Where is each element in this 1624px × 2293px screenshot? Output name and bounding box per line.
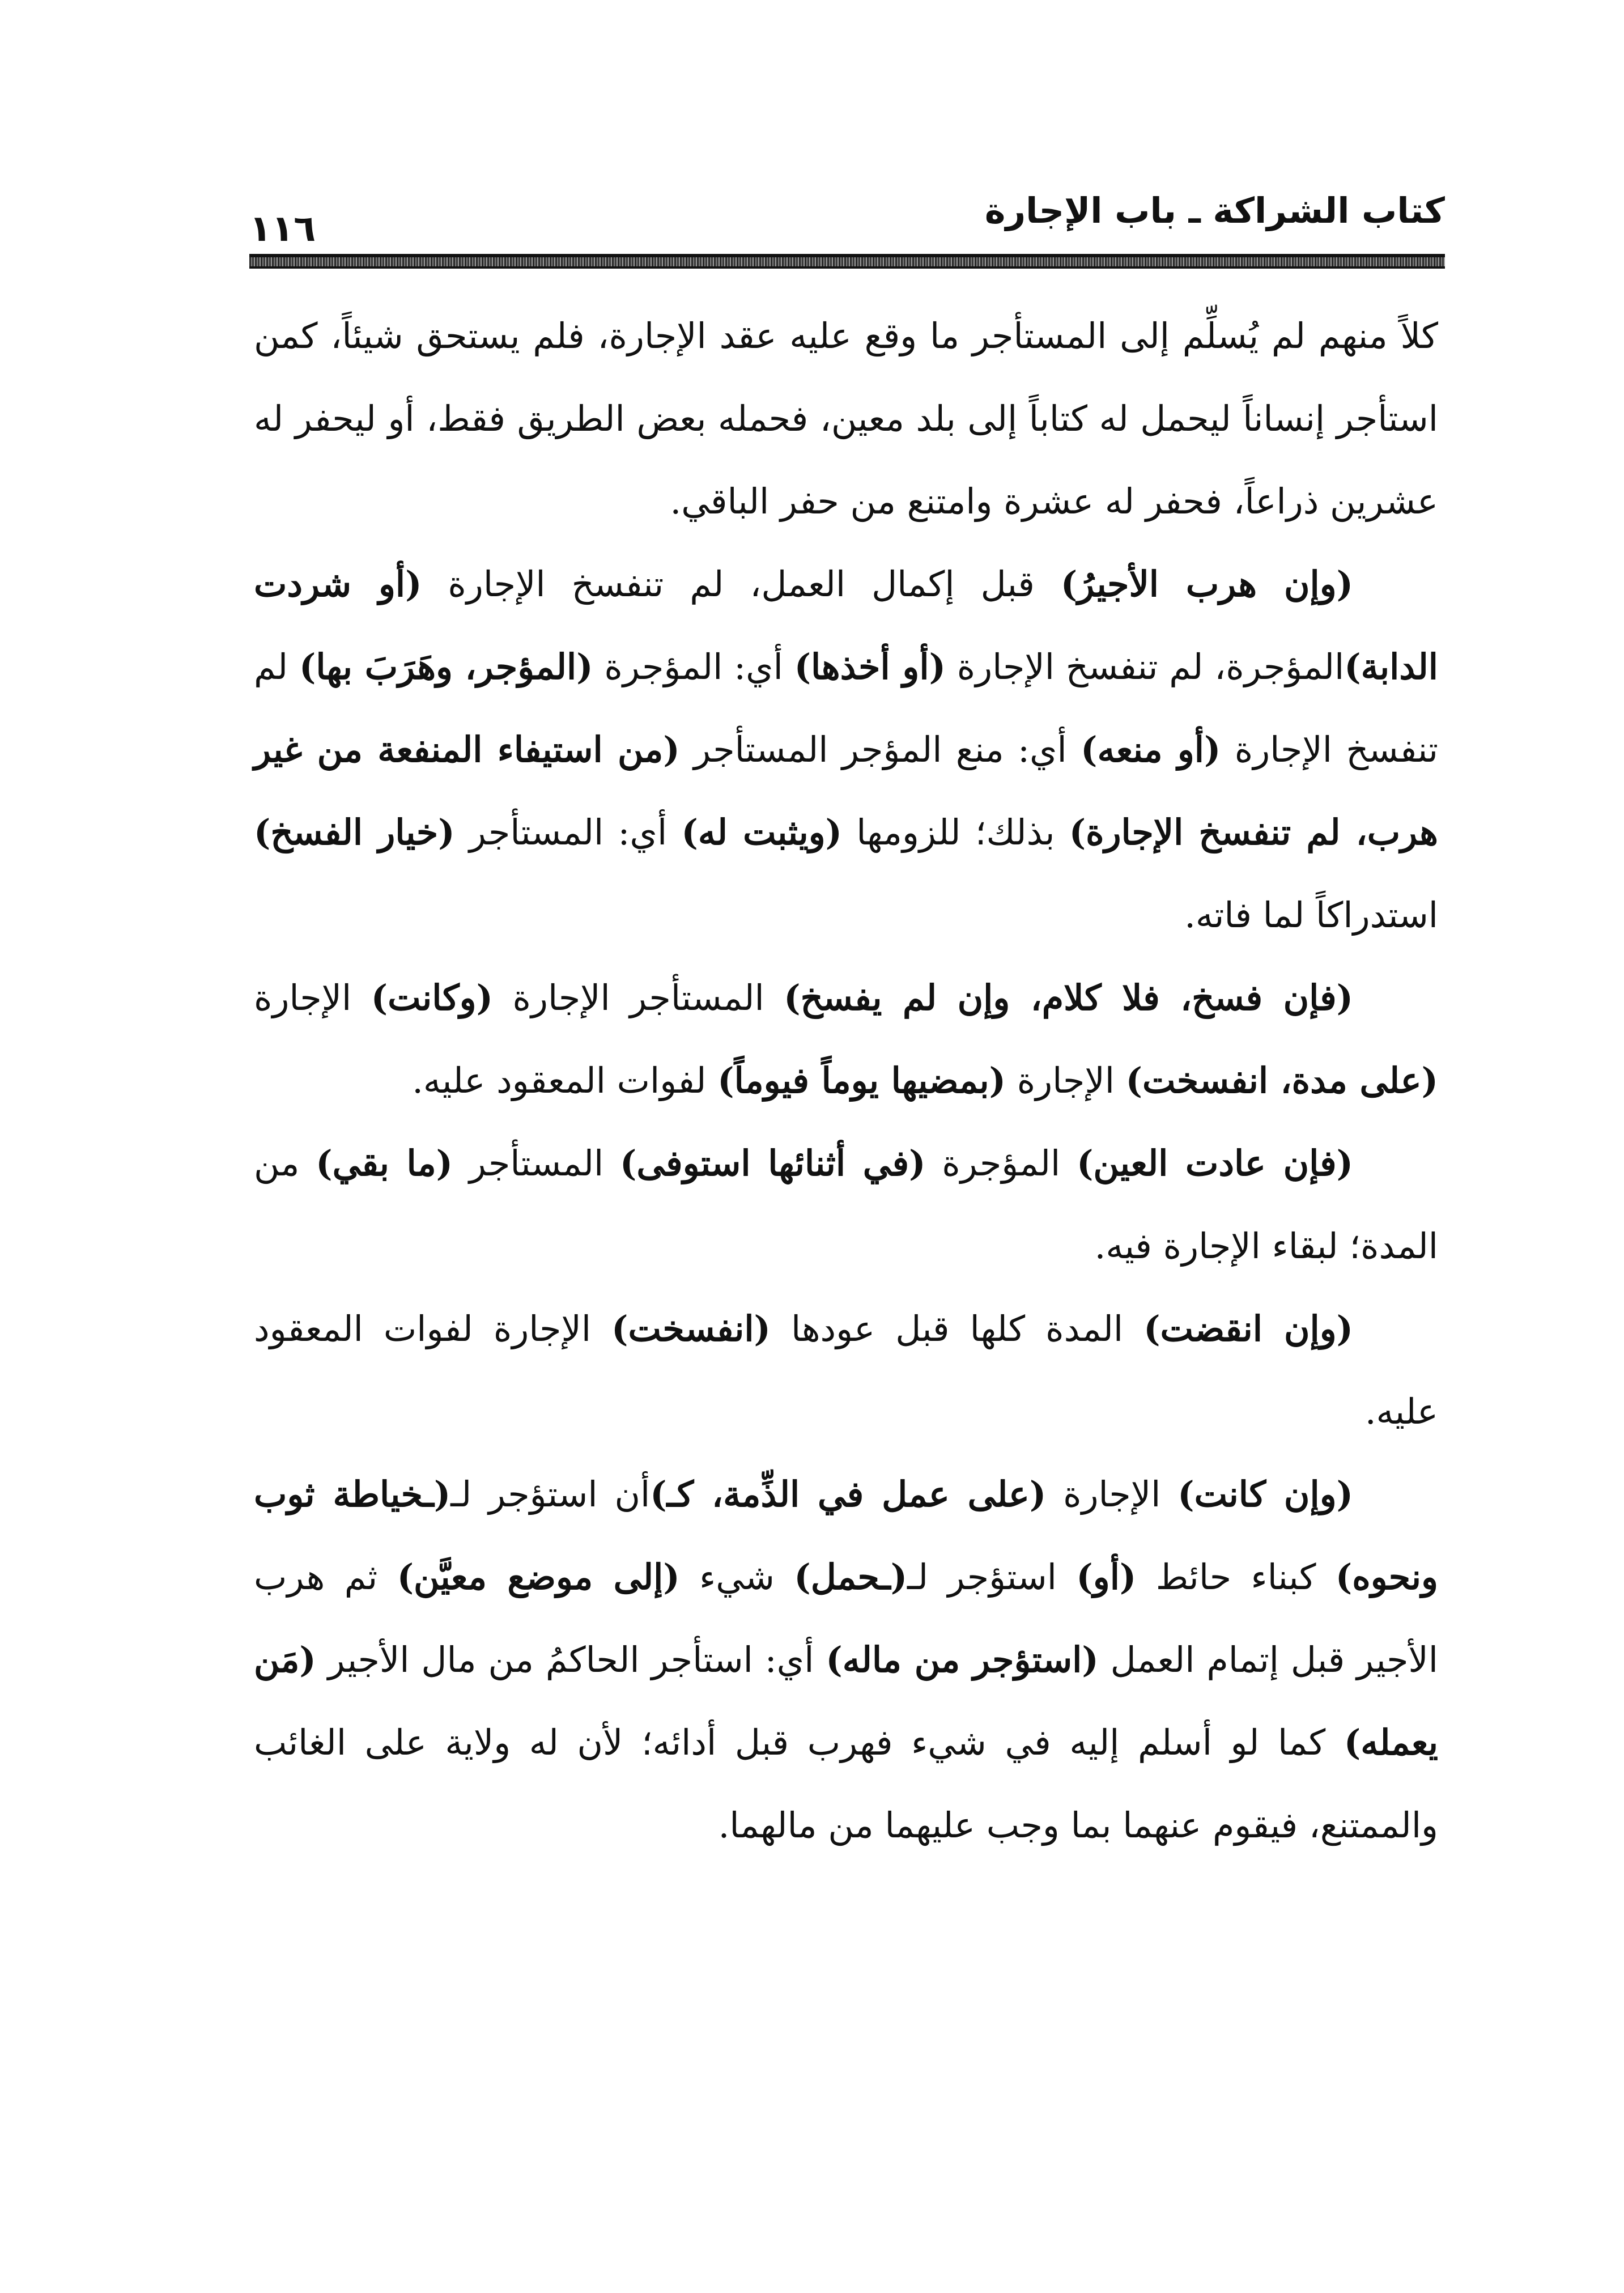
text-segment: أي: المستأجر bbox=[454, 812, 682, 853]
paragraph bbox=[254, 957, 1438, 1122]
paragraph bbox=[254, 1288, 1438, 1453]
bold-text-segment: (ـخياطة ثوب ونحوه) bbox=[254, 1474, 1438, 1598]
bold-text-segment: (ما بقي) bbox=[316, 1143, 453, 1184]
text-segment: استدراكاً لما فاته. bbox=[1184, 894, 1438, 936]
text-segment: بذلك؛ للزومها bbox=[841, 812, 1069, 853]
bold-text-segment: (مَن يعمله) bbox=[254, 1639, 1438, 1763]
text-segment: المدة كلها قبل عودها bbox=[770, 1308, 1144, 1349]
bold-text-segment: (إلى موضع معيَّن) bbox=[397, 1556, 680, 1598]
bold-text-segment: (أو) bbox=[1076, 1556, 1137, 1598]
running-title: كتاب الشراكة ـ باب الإجارة bbox=[984, 190, 1445, 231]
text-segment: لفوات المعقود عليه. bbox=[412, 1060, 718, 1101]
text-segment: شيء bbox=[679, 1556, 794, 1598]
text-segment: أن استؤجر لـ bbox=[450, 1474, 651, 1515]
bold-text-segment: (وإن انقضت) bbox=[1143, 1308, 1353, 1349]
text-segment: المستأجر الإجارة bbox=[492, 977, 784, 1018]
bold-text-segment: (في أثنائها استوفى) bbox=[620, 1143, 926, 1184]
body-text bbox=[254, 295, 1438, 1867]
text-segment: المؤجرة، لم تنفسخ الإجارة bbox=[945, 646, 1345, 687]
bold-text-segment: (المؤجر، وهَرَبَ بها) bbox=[299, 646, 593, 687]
bold-text-segment: (على عمل في الذِّمة، كـ) bbox=[650, 1474, 1047, 1515]
text-segment: الإجارة bbox=[254, 977, 371, 1018]
text-segment: الإجارة bbox=[1046, 1474, 1178, 1515]
text-segment: ثم هرب الأجير قبل إتمام العمل bbox=[254, 1556, 1438, 1680]
text-segment: أي: استأجر الحاكمُ من مال الأجير bbox=[316, 1639, 826, 1680]
text-segment: كبناء حائط bbox=[1136, 1556, 1336, 1598]
text-segment: لم تنفسخ الإجارة bbox=[254, 646, 1438, 770]
bold-text-segment: (ويثبت له) bbox=[681, 812, 842, 853]
header-rule bbox=[249, 254, 1445, 269]
text-segment: المؤجرة bbox=[925, 1143, 1077, 1184]
text-segment: قبل إكمال العمل، لم تنفسخ الإجارة bbox=[422, 563, 1061, 605]
page-header bbox=[249, 179, 1445, 258]
text-segment: استؤجر لـ bbox=[907, 1556, 1077, 1598]
bold-text-segment: (أو أخذها) bbox=[794, 646, 946, 687]
bold-text-segment: (وإن هرب الأجيرُ) bbox=[1060, 563, 1353, 605]
paragraph bbox=[254, 543, 1438, 957]
text-segment: من المدة؛ لبقاء الإجارة فيه. bbox=[254, 1143, 1438, 1267]
bold-text-segment: (بمضيها يوماً فيوماً) bbox=[717, 1060, 1006, 1101]
text-segment: المستأجر bbox=[453, 1143, 620, 1184]
bold-text-segment: (أو شردت الدابة) bbox=[254, 563, 1439, 687]
paragraph bbox=[254, 1122, 1438, 1288]
bold-text-segment: (من استيفاء المنفعة من غير هرب، لم تنفسخ الإجارة) bbox=[254, 729, 1438, 853]
text-segment: أي: المؤجرة bbox=[593, 646, 794, 687]
text-segment: الإجارة لفوات المعقود عليه. bbox=[254, 1308, 1438, 1432]
bold-text-segment: (فإن عادت العين) bbox=[1077, 1143, 1353, 1184]
text-segment: كلاً منهم لم يُسلِّم إلى المستأجر ما وقع عليه عقد الإجارة، فلم يستحق شيئاً، كمن استأجر إنساناً ليحمل له كتاباً إلى بلد معين، فحمله بعض الطريق فقط، أو ليحفر له عشرين ذراعاً، فحفر له عشرة وامتنع من حفر الباقي. bbox=[254, 315, 1438, 522]
bold-text-segment: (وكانت) bbox=[371, 977, 493, 1018]
paragraph bbox=[254, 1453, 1438, 1867]
page-number: ١١٦ bbox=[249, 208, 316, 250]
bold-text-segment: (خيار الفسخ) bbox=[254, 812, 455, 853]
text-segment: كما لو أسلم إليه في شيء فهرب قبل أدائه؛ لأن له ولاية على الغائب والممتنع، فيقوم عنهما بما وجب عليهما من مالهما. bbox=[254, 1722, 1438, 1846]
bold-text-segment: (ـحمل) bbox=[794, 1556, 908, 1598]
text-segment: الإجارة bbox=[1006, 1060, 1126, 1101]
bold-text-segment: (فإن فسخ، فلا كلام، وإن لم يفسخ) bbox=[784, 977, 1353, 1018]
bold-text-segment: (على مدة، انفسخت) bbox=[1125, 1060, 1438, 1101]
bold-text-segment: (أو منعه) bbox=[1081, 729, 1221, 770]
bold-text-segment: (وإن كانت) bbox=[1177, 1474, 1353, 1515]
bold-text-segment: (انفسخت) bbox=[611, 1308, 771, 1349]
bold-text-segment: (استؤجر من ماله) bbox=[826, 1639, 1099, 1680]
text-segment: أي: منع المؤجر المستأجر bbox=[679, 729, 1081, 770]
paragraph bbox=[254, 295, 1438, 543]
